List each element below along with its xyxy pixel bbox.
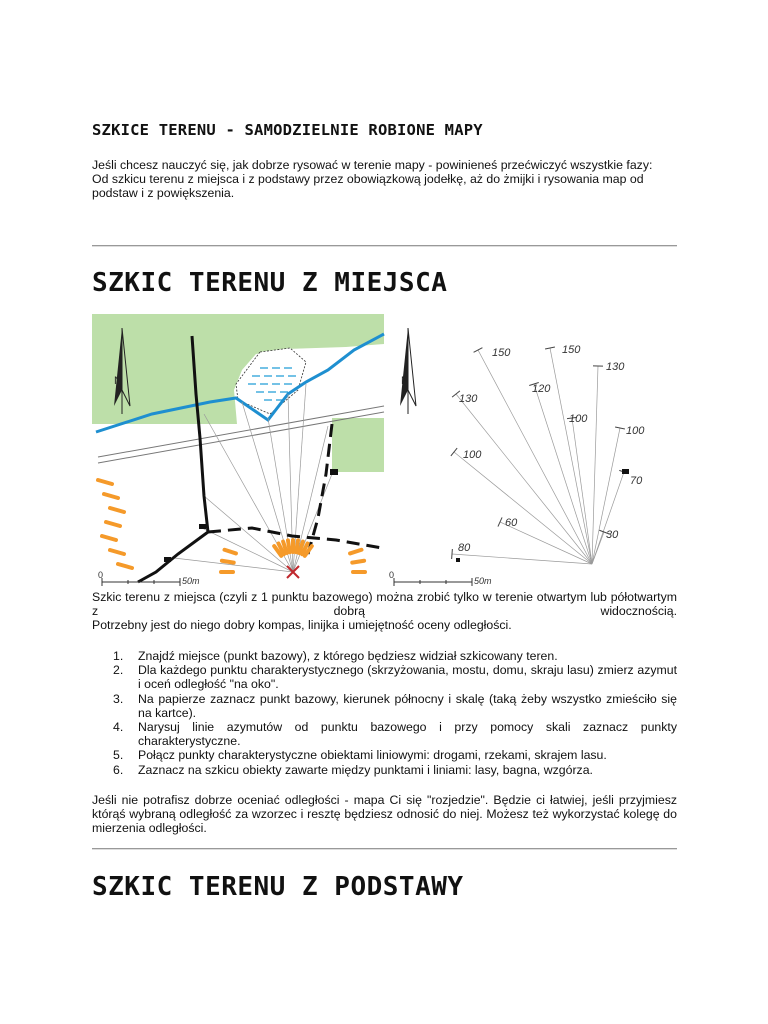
paragraph-line-2: Potrzebny jest do niego dobry kompas, linijka i umiejętność oceny odległości. [92,618,512,633]
steps-list [92,649,677,777]
list-item [113,748,677,763]
distance-label: 100 [569,413,588,425]
scale-end-label: 50m [474,576,492,586]
distance-label: 120 [532,383,551,395]
list-number: 2. [113,663,124,678]
distance-label: 100 [626,425,645,437]
distance-label: 70 [630,475,643,487]
scale-end-label: 50m [182,576,200,586]
north-arrow-icon [400,328,416,414]
azimuth-line [534,384,592,564]
azimuth-line [592,532,604,564]
list-number: 5. [113,748,124,763]
terrain-sketch-figure [92,314,677,590]
intro-line-2: Od szkicu terenu z miejsca i z podstawy przez obowiązkową jodełkę, aż do żmijki i rysowania map od podstaw i z powiększenia. [92,172,644,201]
azimuth-line [454,452,592,564]
distance-label: 130 [606,361,625,373]
list-item [113,663,677,692]
distance-label: 60 [505,517,518,529]
distance-label: 150 [492,347,511,359]
paragraph-szkic-z-miejsca [92,590,677,633]
list-number: 1. [113,649,124,663]
list-number: 3. [113,691,124,706]
scale-bar-right [394,578,472,586]
azimuth-line [550,348,592,564]
forest-area [332,418,384,472]
list-number: 6. [113,762,124,777]
base-ray [106,522,120,526]
divider [92,245,677,247]
scale-start-label: 0 [98,570,104,580]
list-item [113,649,677,663]
base-ray [350,550,361,554]
north-label: N [114,375,122,387]
characteristic-point [456,558,460,562]
divider [92,848,677,850]
list-item [113,762,677,777]
left-sketch-panel [92,314,384,586]
list-text: Narysuj linie azymutów od punktu bazowego i przy pomocy skali zaznacz punkty charakterystyczne. [138,720,677,749]
distance-label: 150 [562,344,581,356]
distance-label: 100 [463,449,482,461]
intro-paragraph [92,158,677,201]
base-ray [102,536,116,540]
document-title: SZKICE TERENU - SAMODZIELNIE ROBIONE MAPY [92,121,483,139]
base-ray [110,550,124,554]
base-ray [288,540,290,552]
section-heading-miejsca: SZKIC TERENU Z MIEJSCA [92,268,448,298]
base-ray [296,540,298,552]
list-text: Zaznacz na szkicu obiekty zawarte między punktami i liniami: lasy, bagna, wzgórza. [138,762,593,777]
point-tick [474,348,483,353]
forest-area [92,314,384,424]
point-tick [452,549,453,559]
paragraph-line-1: Szkic terenu z miejsca (czyli z 1 punktu bazowego) można zrobić tylko w terenie otwartym lub półotwartym z dobrą widocznością. [92,590,677,619]
base-point-rays [98,480,365,572]
azimuth-line [572,418,592,564]
scale-start-label: 0 [389,570,395,580]
measured-point-labels [458,344,645,554]
base-ray [222,561,234,563]
distance-label: 80 [458,542,471,554]
point-tick [451,448,457,456]
list-item [113,720,677,749]
base-ray [225,550,236,554]
base-ray [104,494,118,498]
right-sketch-panel [389,328,645,586]
characteristic-point [622,469,629,474]
base-ray [352,561,364,563]
list-text: Na papierze zaznacz punkt bazowy, kierunek północny i skalę (taką żeby wszystko zmieściło się na kartce). [138,691,677,720]
list-text: Znajdź miejsce (punkt bazowy), z którego będziesz widział szkicowany teren. [138,649,558,663]
distance-label: 130 [459,393,478,405]
list-number: 4. [113,720,124,735]
base-ray [110,508,124,512]
point-tick [498,517,502,526]
distance-label: 30 [606,529,619,541]
list-item [113,691,677,720]
north-label: N [401,375,409,387]
intro-line-1: Jeśli chcesz nauczyć się, jak dobrze rysować w terenie mapy - powinieneś przećwiczyć wszystkie fazy: [92,158,653,172]
base-ray [118,564,132,568]
azimuth-line [592,366,598,564]
paragraph-odleglosci: Jeśli nie potrafisz dobrze oceniać odległości - mapa Ci się "rozjedzie". Będzie ci łatwiej, jeśli przyjmiesz którąś wybraną odległość za wzorzec i resztę będziesz odnosić do niej. Możesz też wykorzystać kolegę do mierzenia odległości. [92,793,677,836]
list-text: Dla każdego punktu charakterystycznego (skrzyżowania, mostu, domu, skraju lasu) zmierz azymut i oceń odległość "na oko". [138,663,677,692]
section-heading-podstawy: SZKIC TERENU Z PODSTAWY [92,872,464,902]
base-ray [98,480,112,484]
list-text: Połącz punkty charakterystyczne obiektami liniowymi: drogami, rzekami, skrajem lasu. [138,748,607,763]
azimuth-line [452,554,592,564]
